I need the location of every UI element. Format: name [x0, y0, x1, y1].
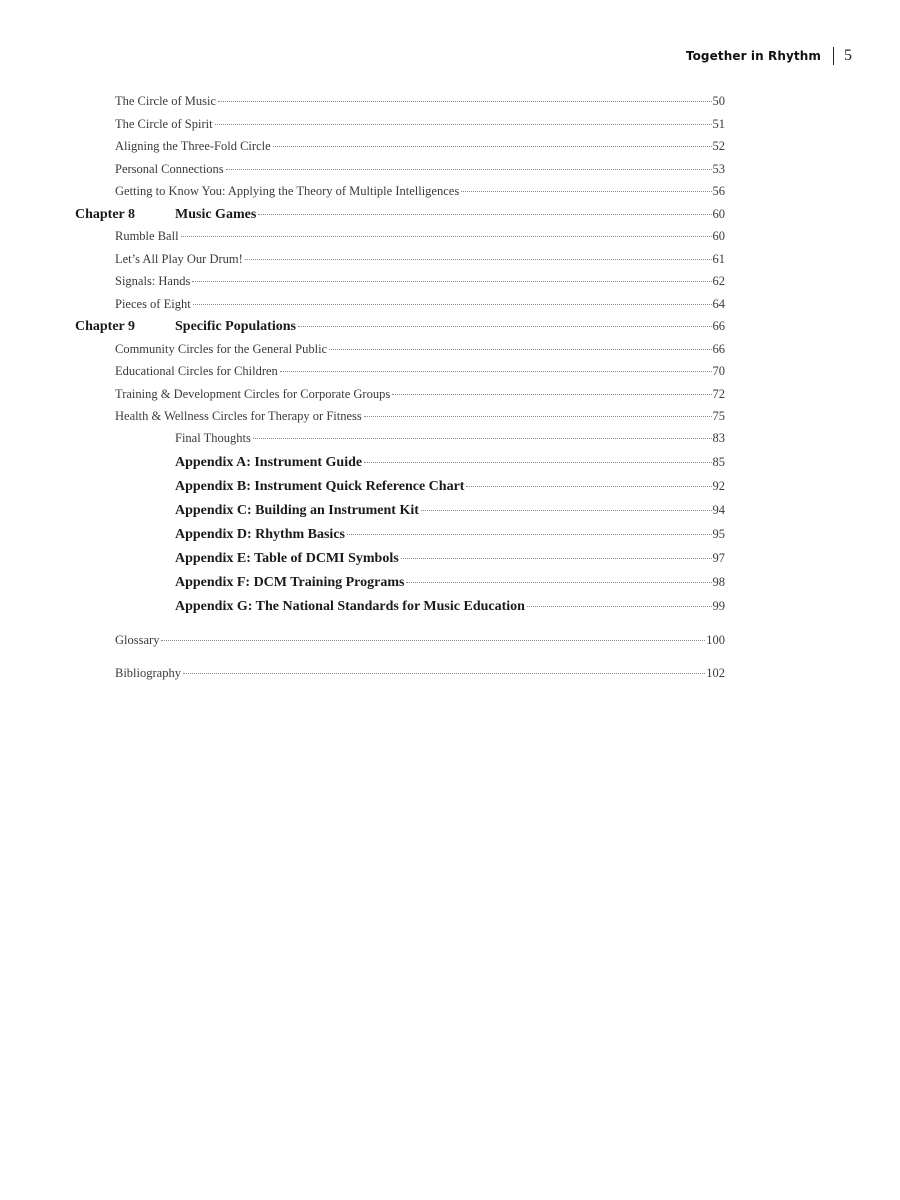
- dot-leader: [466, 486, 711, 487]
- dot-leader: [347, 534, 712, 535]
- toc-entry-title: Signals: Hands: [115, 274, 191, 288]
- dot-leader: [226, 169, 712, 170]
- dot-leader: [161, 640, 705, 641]
- toc-entry: [115, 184, 725, 199]
- dot-leader: [218, 101, 711, 102]
- toc-entry: [175, 503, 725, 519]
- dot-leader: [527, 606, 712, 607]
- toc-entry-title: Appendix A: Instrument Guide: [175, 455, 363, 470]
- toc-entry-title: Appendix E: Table of DCMI Symbols: [175, 551, 399, 566]
- dot-leader: [461, 191, 711, 192]
- toc-entry-title: Bibliography: [115, 666, 181, 680]
- toc-entry-title: Appendix F: DCM Training Programs: [175, 575, 405, 590]
- toc-entry: [115, 139, 725, 154]
- toc-entry: [175, 575, 725, 591]
- running-header: [686, 46, 852, 66]
- toc-entry-title: Appendix D: Rhythm Basics: [175, 527, 345, 542]
- toc-entry-title: Getting to Know You: Applying the Theory of Multiple Intelligences: [115, 184, 460, 198]
- toc-entry: [115, 162, 725, 177]
- dot-leader: [192, 281, 711, 282]
- toc-entry-title: Music Games: [175, 207, 257, 222]
- toc-page-number: 64: [712, 297, 725, 311]
- dot-leader: [258, 214, 711, 215]
- toc-page-number: 66: [712, 342, 725, 356]
- toc-entry: [115, 297, 725, 312]
- toc-entry: [115, 364, 725, 379]
- toc-entry-title: Final Thoughts: [175, 431, 251, 445]
- dot-leader: [364, 462, 711, 463]
- toc-page-number: 100: [706, 633, 725, 647]
- toc-entry: [75, 207, 725, 223]
- dot-leader: [183, 673, 705, 674]
- toc-entry-title: Educational Circles for Children: [115, 364, 278, 378]
- dot-leader: [181, 236, 712, 237]
- toc-entry-title: The Circle of Spirit: [115, 117, 213, 131]
- toc-page-number: 61: [712, 252, 725, 266]
- dot-leader: [298, 326, 712, 327]
- toc-page-number: 53: [712, 162, 725, 176]
- toc-entry: [115, 117, 725, 132]
- toc-entry-title: Pieces of Eight: [115, 297, 191, 311]
- toc-entry-title: Appendix G: The National Standards for Music Education: [175, 599, 525, 614]
- toc-entry-title: Appendix C: Building an Instrument Kit: [175, 503, 419, 518]
- toc-entry-title: Training & Development Circles for Corporate Groups: [115, 387, 391, 401]
- toc-entry-title: Appendix B: Instrument Quick Reference Chart: [175, 479, 465, 494]
- toc-entry: [175, 479, 725, 495]
- chapter-number: Chapter 9: [75, 319, 136, 334]
- dot-leader: [401, 558, 712, 559]
- toc-entry-title: Health & Wellness Circles for Therapy or Fitness: [115, 409, 362, 423]
- toc-entry: [175, 431, 725, 446]
- toc-page-number: 75: [712, 409, 725, 423]
- dot-leader: [329, 349, 711, 350]
- toc-entry: [115, 94, 725, 109]
- toc-page-number: 83: [712, 431, 725, 445]
- page-number: 5: [844, 47, 852, 64]
- toc-page-number: 60: [712, 207, 725, 221]
- toc-page-number: 92: [712, 479, 725, 493]
- dot-leader: [273, 146, 712, 147]
- dot-leader: [421, 510, 712, 511]
- dot-leader: [245, 259, 712, 260]
- toc-entry: [175, 527, 725, 543]
- toc-page-number: 97: [712, 551, 725, 565]
- toc-entry: [115, 666, 725, 681]
- toc-entry-title: Rumble Ball: [115, 229, 179, 243]
- toc-entry-title: Specific Populations: [175, 319, 296, 334]
- toc-entry-title: Glossary: [115, 633, 160, 647]
- toc-page-number: 94: [712, 503, 725, 517]
- dot-leader: [280, 371, 712, 372]
- toc-entry: [175, 599, 725, 615]
- toc-entry: [115, 409, 725, 424]
- toc-page-number: 50: [712, 94, 725, 108]
- toc-entry-title: Let’s All Play Our Drum!: [115, 252, 243, 266]
- dot-leader: [364, 416, 712, 417]
- toc-entry: [115, 252, 725, 267]
- running-title: Together in Rhythm: [685, 49, 821, 63]
- dot-leader: [392, 394, 711, 395]
- toc-entry: [115, 342, 725, 357]
- dot-leader: [253, 438, 712, 439]
- toc-entry: [175, 455, 725, 471]
- toc-page-number: 52: [712, 139, 725, 153]
- dot-leader: [406, 582, 711, 583]
- toc-page-number: 98: [712, 575, 725, 589]
- toc-page-number: 95: [712, 527, 725, 541]
- toc-page-number: 85: [712, 455, 725, 469]
- chapter-number: Chapter 8: [75, 207, 136, 222]
- toc-entry-title: Aligning the Three-Fold Circle: [115, 139, 271, 153]
- toc-entry: [115, 387, 725, 402]
- dot-leader: [215, 124, 712, 125]
- toc-entry: [175, 551, 725, 567]
- dot-leader: [193, 304, 712, 305]
- toc-entry: [115, 229, 725, 244]
- toc-entry-title: Personal Connections: [115, 162, 224, 176]
- toc-page-number: 62: [712, 274, 725, 288]
- toc-entry-title: Community Circles for the General Public: [115, 342, 328, 356]
- toc-page-number: 56: [712, 184, 725, 198]
- toc-page-number: 102: [706, 666, 725, 680]
- toc-entry-title: The Circle of Music: [115, 94, 217, 108]
- toc-entry: [75, 319, 725, 335]
- toc-page-number: 66: [712, 319, 725, 333]
- toc-page-number: 70: [712, 364, 725, 378]
- toc-entry: [115, 274, 725, 289]
- toc-entry: [115, 633, 725, 648]
- toc-page-number: 60: [712, 229, 725, 243]
- header-divider: [833, 47, 834, 65]
- toc-page-number: 99: [712, 599, 725, 613]
- toc-page-number: 72: [712, 387, 725, 401]
- toc-page-number: 51: [712, 117, 725, 131]
